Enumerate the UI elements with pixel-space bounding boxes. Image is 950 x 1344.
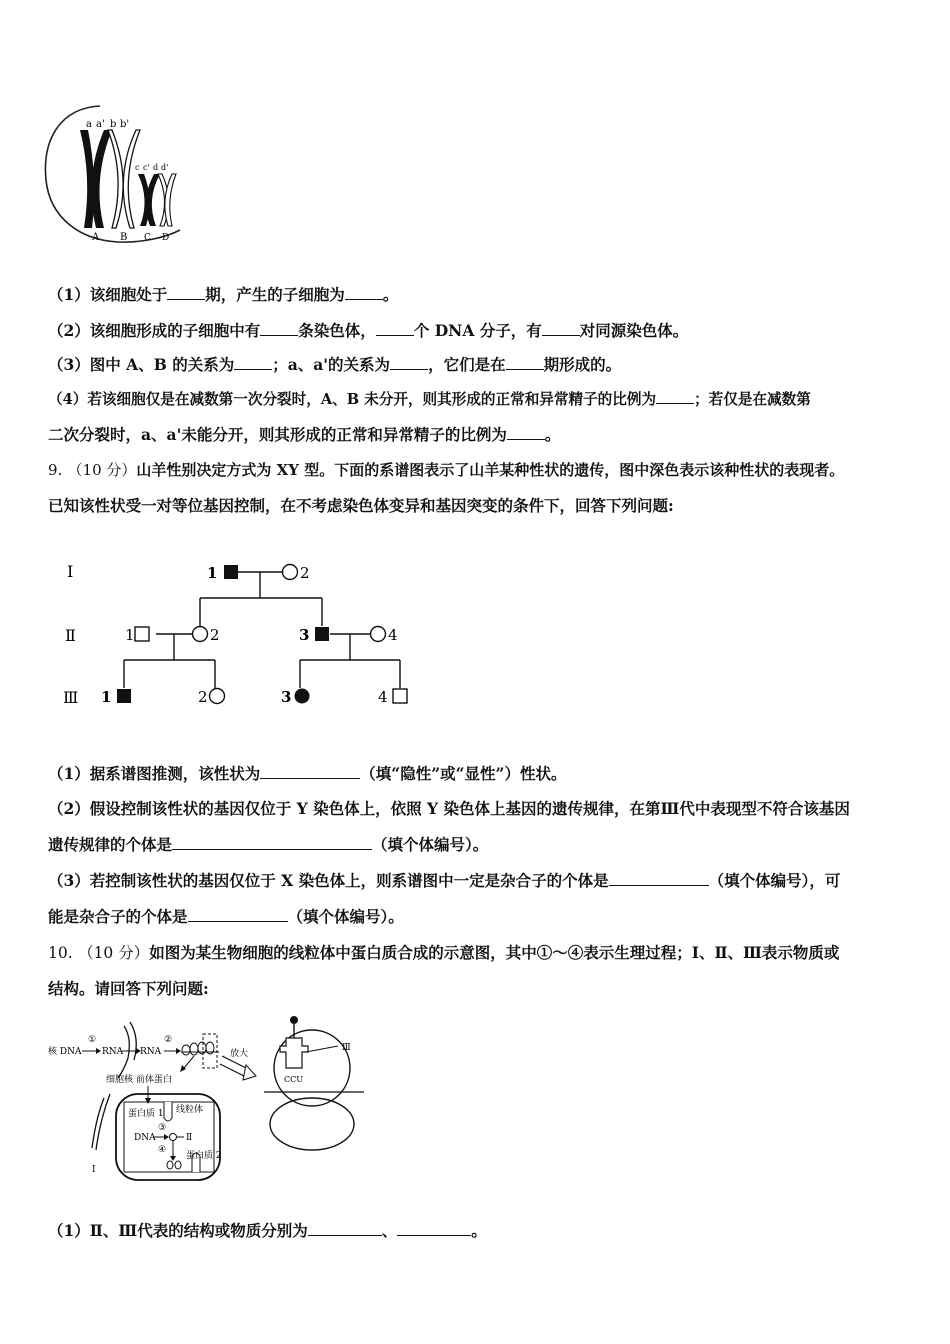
- q8-item-2: [48, 320, 688, 342]
- question-points: （10 分）: [67, 461, 137, 479]
- q9-item-2: [48, 798, 850, 820]
- chromosome-label-c: c: [135, 163, 140, 172]
- q10-item-1-text-3: 。: [471, 1221, 487, 1240]
- q9-item-1-text: （1）据系谱图推测，该性状为: [48, 764, 261, 783]
- svg-text:2: 2: [198, 688, 208, 706]
- pedigree-lines: [124, 572, 400, 688]
- q8-item-3-text-2: ；a、a'的关系为: [272, 355, 391, 374]
- q10-item-1: [48, 1220, 487, 1242]
- q8-item-1-text-3: 。: [382, 285, 399, 304]
- chromosome-D: [158, 174, 176, 226]
- pedigree-III-4: [378, 688, 407, 706]
- answer-blank[interactable]: [308, 1221, 382, 1236]
- answer-blank[interactable]: [656, 389, 694, 404]
- chromosome-label-d: d: [153, 163, 159, 172]
- label-roman-2: Ⅱ: [186, 1133, 193, 1143]
- label-nucleus-dna: 核 DNA: [48, 1047, 82, 1057]
- label-nucleus: 细胞核: [106, 1075, 134, 1085]
- label-rna-2: RNA: [140, 1047, 162, 1057]
- q10-intro-1: 如图为某生物细胞的线粒体中蛋白质合成的示意图，其中①～④表示生理过程；Ⅰ、Ⅱ、Ⅲ表示物质或: [149, 943, 840, 962]
- label-precursor-protein: 前体蛋白: [136, 1075, 173, 1085]
- pedigree-III-1: [101, 688, 131, 706]
- svg-text:1: 1: [101, 688, 112, 706]
- label-protein-1: 蛋白质 1: [128, 1109, 164, 1119]
- q9-item-3-text-2: （填个体编号），可: [708, 871, 841, 890]
- label-protein-2: 蛋白质 2: [186, 1151, 222, 1161]
- q9-item-3-cont: [48, 906, 404, 928]
- svg-text:1: 1: [207, 564, 218, 582]
- q8-item-4-text-3: 二次分裂时，a、a'未能分开，则其形成的正常和异常精子的比例为: [48, 425, 507, 444]
- q9-item-3-text: （3）若控制该性状的基因仅位于 X 染色体上，则系谱图中一定是杂合子的个体是: [48, 871, 609, 890]
- q10-item-1-text: （1）Ⅱ、Ⅲ代表的结构或物质分别为: [48, 1221, 308, 1240]
- svg-text:3: 3: [299, 626, 310, 644]
- answer-blank[interactable]: [507, 425, 545, 440]
- q9-item-2-text-3: （填个体编号）。: [372, 835, 489, 854]
- pedigree-II-1: [125, 626, 149, 644]
- mitochondria-diagram: [44, 1008, 374, 1188]
- answer-blank[interactable]: [542, 321, 580, 336]
- chromosome-label-D: D: [162, 233, 170, 243]
- svg-text:4: 4: [388, 626, 398, 644]
- answer-blank[interactable]: [376, 321, 414, 336]
- chromosome-label-B: B: [120, 232, 128, 243]
- q9-item-3-text-3: 能是杂合子的个体是: [48, 907, 188, 926]
- answer-blank[interactable]: [506, 355, 544, 370]
- q8-item-3-text: （3）图中 A、B 的关系为: [48, 355, 235, 374]
- chromosome-label-A: A: [92, 232, 100, 243]
- pedigree-III-3: [281, 688, 310, 706]
- q8-item-1-text-2: 期，产生的子细胞为: [205, 285, 345, 304]
- question-points: （10 分）: [78, 944, 150, 962]
- pedigree-I-2: [283, 564, 310, 582]
- pedigree-II-2: [193, 626, 220, 644]
- q8-item-4-text-4: 。: [544, 425, 561, 444]
- svg-text:3: 3: [281, 688, 292, 706]
- q9-stem: [48, 459, 844, 481]
- q8-item-2-text-2: 条染色体，: [298, 321, 376, 340]
- q10-item-1-text-2: 、: [381, 1221, 398, 1240]
- pedigree-III-2: [198, 688, 225, 706]
- svg-text:4: 4: [378, 688, 388, 706]
- chromosome-label-a-prime: a': [96, 119, 105, 130]
- q9-item-1-text-2: （填“隐性”或“显性”）性状。: [360, 764, 567, 783]
- chromosome-label-d-prime: d': [161, 163, 169, 172]
- svg-text:2: 2: [210, 626, 220, 644]
- label-roman-3: Ⅲ: [342, 1043, 351, 1053]
- chromosome-label-b-prime: b': [120, 119, 130, 130]
- answer-blank[interactable]: [609, 871, 709, 886]
- chromosome-A: [80, 130, 112, 228]
- pedigree-I-1: [207, 564, 238, 582]
- chromosome-C: [138, 174, 160, 226]
- answer-blank[interactable]: [172, 835, 372, 850]
- q9-item-2-text-2: 遗传规律的个体是: [48, 835, 173, 854]
- label-roman-1: Ⅰ: [92, 1165, 96, 1175]
- generation-label-II: Ⅱ: [65, 626, 76, 645]
- question-number: 10.: [48, 944, 73, 962]
- q10-intro-2: 结构。请回答下列问题:: [48, 979, 209, 998]
- label-rna-1: RNA: [102, 1047, 124, 1057]
- q9-item-2-cont: [48, 834, 488, 856]
- chromosome-label-c-prime: c': [143, 163, 150, 172]
- q8-item-4: [48, 389, 811, 411]
- q9-item-3: [48, 870, 840, 892]
- pedigree-II-3: [299, 626, 329, 644]
- q8-item-2-text-3: 个 DNA 分子，有: [413, 321, 542, 340]
- q8-item-4-text-2: ；若仅是在减数第: [694, 391, 811, 408]
- q8-item-3: [48, 354, 621, 376]
- polysome: [181, 1034, 219, 1068]
- svg-text:2: 2: [300, 564, 310, 582]
- q9-stem-2: [48, 495, 674, 517]
- q8-item-1-text: （1）该细胞处于: [48, 285, 168, 304]
- q8-item-4-text: （4）若该细胞仅是在减数第一次分裂时，A、B 未分开，则其形成的正常和异常精子的比例为: [48, 391, 657, 408]
- label-step-4: ④: [158, 1145, 167, 1155]
- answer-blank[interactable]: [260, 764, 360, 779]
- answer-blank[interactable]: [234, 355, 272, 370]
- q8-item-3-text-4: 期形成的。: [543, 355, 622, 374]
- q9-intro-1: 山羊性别决定方式为 XY 型。下面的系谱图表示了山羊某种性状的遗传，图中深色表示该种性状的表现者。: [136, 461, 845, 479]
- q8-item-3-text-3: ，它们是在: [428, 355, 506, 374]
- q10-stem: [48, 942, 839, 964]
- q10-stem-2: [48, 978, 209, 1000]
- answer-blank[interactable]: [390, 355, 428, 370]
- q9-intro-2: 已知该性状受一对等位基因控制，在不考虑染色体变异和基因突变的条件下，回答下列问题:: [48, 496, 674, 515]
- answer-blank[interactable]: [397, 1221, 471, 1236]
- chromosome-figure: [40, 100, 200, 250]
- label-step-1: ①: [88, 1035, 97, 1045]
- label-dna: DNA: [134, 1133, 156, 1143]
- answer-blank[interactable]: [260, 321, 298, 336]
- q8-item-2-text: （2）该细胞形成的子细胞中有: [48, 321, 261, 340]
- label-anticodon: CCU: [284, 1075, 303, 1084]
- chromosome-label-C: C: [144, 233, 151, 243]
- q8-item-2-text-4: 对同源染色体。: [579, 321, 689, 340]
- pedigree-chart: [55, 550, 425, 720]
- chromosome-label-a: a: [86, 119, 92, 130]
- label-magnify: 放大: [230, 1049, 249, 1059]
- question-number: 9.: [48, 461, 63, 479]
- answer-blank[interactable]: [345, 285, 383, 300]
- q9-item-1: [48, 763, 566, 785]
- chromosome-B: [108, 130, 140, 228]
- chromosome-label-b: b: [110, 119, 117, 130]
- q8-item-4-cont: [48, 424, 560, 446]
- answer-blank[interactable]: [167, 285, 205, 300]
- q8-item-1: [48, 284, 398, 306]
- q9-item-3-text-4: （填个体编号）。: [287, 907, 404, 926]
- generation-label-I: Ⅰ: [67, 562, 74, 581]
- answer-blank[interactable]: [188, 907, 288, 922]
- label-step-2: ②: [164, 1035, 173, 1045]
- generation-label-III: Ⅲ: [63, 688, 79, 707]
- svg-text:1: 1: [125, 626, 135, 644]
- label-mitochondrion: 线粒体: [176, 1105, 204, 1115]
- q9-item-2-text: （2）假设控制该性状的基因仅位于 Y 染色体上，依照 Y 染色体上基因的遗传规律，在第Ⅲ代中表现型不符合该基因: [48, 799, 850, 818]
- label-step-3: ③: [158, 1123, 167, 1133]
- pedigree-II-4: [371, 626, 398, 644]
